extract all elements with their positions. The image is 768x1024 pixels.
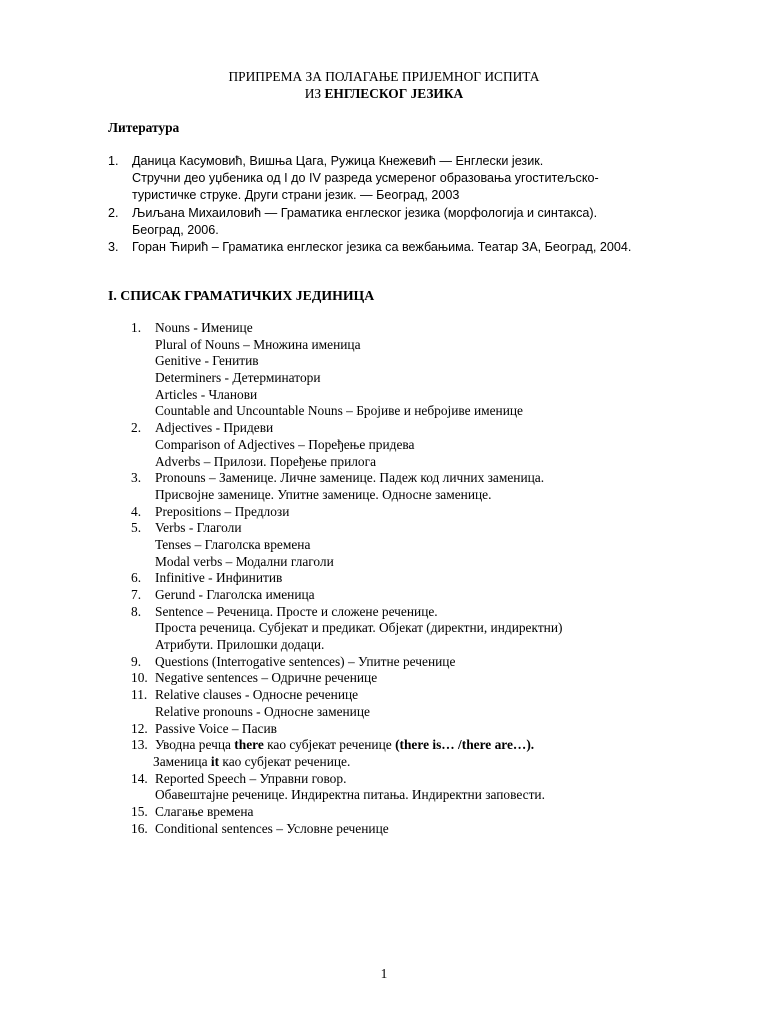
literature-item: [108, 153, 708, 205]
grammar-list: [131, 320, 691, 837]
item13-text: као субјекат реченице.: [219, 753, 351, 769]
grammar-item-line: Determiners - Детерминатори: [155, 370, 321, 386]
grammar-item-number: 12.: [131, 720, 148, 736]
grammar-item-line: Plural of Nouns – Множина именица: [155, 336, 361, 352]
grammar-item: [131, 821, 691, 838]
grammar-item-line: Comparison of Adjectives – Поређење придева: [155, 436, 415, 452]
grammar-item-line: Relative pronouns - Односне заменице: [155, 703, 370, 719]
literature-item-number: 3.: [108, 240, 119, 255]
grammar-item: [131, 587, 691, 604]
literature-item: [108, 239, 708, 256]
grammar-item-line: Prepositions – Предлози: [155, 503, 290, 519]
grammar-item-number: 3.: [131, 470, 142, 486]
grammar-item-number: 7.: [131, 587, 142, 602]
grammar-item-line: Атрибути. Прилошки додаци.: [155, 637, 325, 653]
grammar-item: [131, 804, 691, 821]
grammar-item: [131, 570, 691, 587]
grammar-item-number: 16.: [131, 820, 148, 836]
grammar-item: [131, 737, 691, 770]
grammar-item: [131, 420, 691, 470]
grammar-item-line: Conditional sentences – Условне реченице: [155, 820, 389, 836]
grammar-item-line: Reported Speech – Управни говор.: [155, 770, 347, 786]
grammar-item-line: Infinitive - Инфинитив: [155, 570, 283, 586]
grammar-item: [131, 520, 691, 570]
grammar-item-line: Adjectives - Придеви: [155, 420, 274, 436]
grammar-item-number: 14.: [131, 770, 148, 786]
grammar-item-number: 2.: [131, 420, 142, 436]
grammar-item-line: Negative sentences – Одричне реченице: [155, 670, 378, 686]
grammar-item-line: Gerund - Глаголска именица: [155, 587, 315, 602]
grammar-item: [131, 721, 691, 738]
grammar-item-line: Adverbs – Прилози. Поређење прилога: [155, 453, 377, 469]
literature-item-line: туристичке струке. Други страни језик. — Београд, 2003: [132, 188, 460, 203]
grammar-item-line: Relative clauses - Односне реченице: [155, 687, 359, 703]
grammar-item: [131, 320, 691, 420]
item13-bold-examples: (there is… /there are…).: [395, 737, 535, 753]
grammar-item-number: 11.: [131, 687, 148, 703]
literature-list: [108, 153, 708, 256]
literature-item-line: Горан Ћирић – Граматика енглеског језика са вежбањима. Театар ЗА, Београд, 2004.: [132, 240, 632, 255]
grammar-item-number: 6.: [131, 570, 142, 586]
grammar-item-line: Questions (Interrogative sentences) – Упитне реченице: [155, 653, 456, 669]
grammar-item-line: Sentence – Реченица. Просте и сложене реченице.: [155, 603, 438, 619]
literature-item-line: Даница Касумовић, Вишња Цага, Ружица Кнежевић — Енглески језик.: [132, 154, 544, 168]
grammar-item: [131, 771, 691, 804]
literature-item: [108, 205, 708, 239]
grammar-item-number: 9.: [131, 653, 142, 669]
grammar-item-line: Слагање времена: [155, 803, 254, 819]
grammar-item-line: Verbs - Глаголи: [155, 520, 242, 536]
literature-item-line: Стручни део уџбеника од I до IV разреда усмереног образовања угоститељско-: [132, 171, 599, 186]
literature-heading: Литература: [108, 120, 180, 135]
item13-text: Уводна речца: [155, 737, 235, 753]
grammar-item-line: Modal verbs – Модални глаголи: [155, 553, 334, 569]
literature-item-line: Љиљана Михаиловић — Граматика енглеског језика (морфологија и синтакса).: [132, 205, 598, 220]
grammar-item-line: Проста реченица. Субјекат и предикат. Објекат (директни, индиректни): [155, 620, 563, 636]
grammar-item: [131, 604, 691, 654]
literature-item-number: 2.: [108, 205, 119, 220]
grammar-item-line: Nouns - Именице: [155, 320, 253, 335]
grammar-item-line: Articles - Чланови: [155, 386, 258, 402]
grammar-item-number: 5.: [131, 520, 142, 536]
grammar-item-number: 10.: [131, 670, 148, 686]
grammar-item-number: 15.: [131, 803, 148, 819]
title-prefix: ИЗ: [304, 86, 325, 101]
grammar-item: [131, 504, 691, 521]
grammar-item-number: 8.: [131, 603, 142, 619]
grammar-item: [131, 670, 691, 687]
item13-bold-it: it: [210, 753, 220, 769]
literature-item-number: 1.: [108, 154, 119, 168]
grammar-item-line: Countable and Uncountable Nouns – Бројиве и небројиве именице: [155, 403, 523, 419]
grammar-item-line: Pronouns – Заменице. Личне заменице. Падеж код личних заменица.: [155, 470, 545, 486]
page-number: 1: [380, 966, 388, 981]
grammar-item-line: Обавештајне реченице. Индиректна питања. Индиректни заповести.: [155, 787, 545, 803]
grammar-item-number: 1.: [131, 320, 142, 335]
grammar-item-line: Genitive - Генитив: [155, 353, 259, 369]
grammar-item-line: [153, 754, 691, 771]
item13-bold-there: there: [234, 737, 264, 753]
literature-item-line: Беoград, 2006.: [132, 222, 219, 237]
section-heading: I. СПИСАК ГРАМАТИЧКИХ ЈЕДИНИЦА: [108, 288, 375, 303]
item13-text: као субјекат реченице: [263, 737, 396, 753]
grammar-item: [131, 687, 691, 720]
grammar-item-line: Tenses – Глаголска времена: [155, 536, 311, 552]
title-bold: ЕНГЛЕСКОГ ЈЕЗИКА: [324, 86, 464, 101]
grammar-item-line: Passive Voice – Пасив: [155, 720, 277, 736]
document-title-line2: [0, 85, 768, 102]
grammar-item: [131, 654, 691, 671]
grammar-item-number: 13.: [131, 737, 148, 753]
grammar-item: [131, 470, 691, 503]
grammar-item-line: [155, 737, 691, 754]
item13-text: Заменица: [153, 753, 211, 769]
document-title-line1: ПРИПРЕМА ЗА ПОЛАГАЊЕ ПРИЈЕМНОГ ИСПИТА: [228, 69, 540, 84]
grammar-item-line: Присвојне заменице. Упитне заменице. Односне заменице.: [155, 486, 492, 502]
grammar-item-number: 4.: [131, 503, 142, 519]
